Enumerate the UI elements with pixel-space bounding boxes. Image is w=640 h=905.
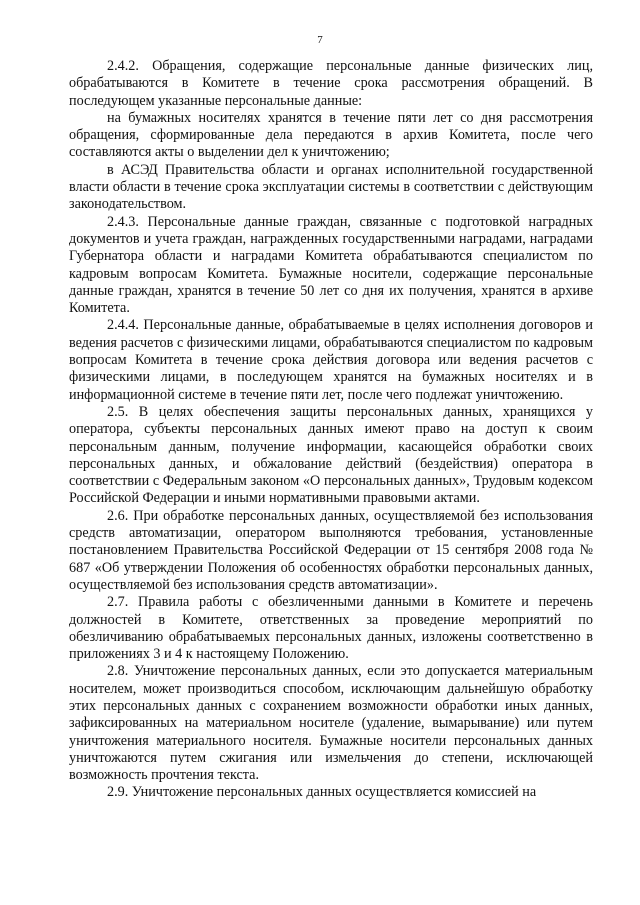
paragraph-2-5: 2.5. В целях обеспечения защиты персональных данных, хранящихся у оператора, субъекты персональных данных имеют право на доступ к своим персональным данным, получение информации, касающейся обработки своих персональных данных, и обжалование действий (бездействия) оператора в соответствии с Федеральным законом «О персональных данных», Трудовым кодексом Российской Федерации и иными нормативными правовыми актами. [69, 403, 593, 507]
paragraph-2-7: 2.7. Правила работы с обезличенными данными в Комитете и перечень должностей в Комитете, ответственных за проведение мероприятий по обезличиванию обрабатываемых персональных данных, изложены соответственно в приложениях 3 и 4 к настоящему Положению. [69, 594, 593, 663]
paragraph-2-6: 2.6. При обработке персональных данных, осуществляемой без использования средств автоматизации, оператором выполняются требования, установленные постановлением Правительства Российской Федерации от 15 сентября 2008 года № 687 «Об утверждении Положения об особенностях обработки персональных данных, осуществляемой без использования средств автоматизации». [69, 507, 593, 593]
paragraph-2-8: 2.8. Уничтожение персональных данных, если это допускается материальным носителем, может производиться способом, исключающим дальнейшую обработку этих персональных данных с сохранением возможности обработки иных данных, зафиксированных на материальном носителе (удаление, вымарывание) или путем уничтожения материального носителя. Бумажные носители персональных данных уничтожаются путем сжигания или измельчения до степени, исключающей возможность прочтения текста. [69, 663, 593, 784]
paragraph-ased-storage: в АСЭД Правительства области и органах исполнительной государственной власти области в течение срока эксплуатации системы в соответствии с действующим законодательством. [69, 161, 593, 213]
page-number: 7 [317, 34, 323, 46]
paragraph-2-4-4: 2.4.4. Персональные данные, обрабатываемые в целях исполнения договоров и ведения расчетов с физическими лицами, обрабатываются специалистом по кадровым вопросам Комитета в течение срока действия договора или ведения расчетов с физическими лицами, в последующем хранятся на бумажных носителях и в информационной системе в течение пяти лет, после чего подлежат уничтожению. [69, 317, 593, 403]
document-body [69, 58, 593, 802]
paragraph-2-9: 2.9. Уничтожение персональных данных осуществляется комиссией на [107, 784, 537, 801]
paragraph-2-4-2: 2.4.2. Обращения, содержащие персональные данные физических лиц, обрабатываются в Комитете в течение срока рассмотрения обращений. В последующем указанные персональные данные: [69, 58, 593, 109]
paragraph-paper-storage: на бумажных носителях хранятся в течение пяти лет со дня рассмотрения обращения, сформированные дела передаются в архив Комитета, после чего составляются акты о выделении дел к уничтожению; [69, 109, 593, 161]
paragraph-2-4-3: 2.4.3. Персональные данные граждан, связанные с подготовкой наградных документов и учета граждан, награжденных государственными наградами, наградами Губернатора области и наградами Комитета обрабатываются специалистом по кадровым вопросам Комитета. Бумажные носители, содержащие персональные данные граждан, хранятся в течение 50 лет со дня их получения, хранятся в архиве Комитета. [69, 213, 593, 317]
